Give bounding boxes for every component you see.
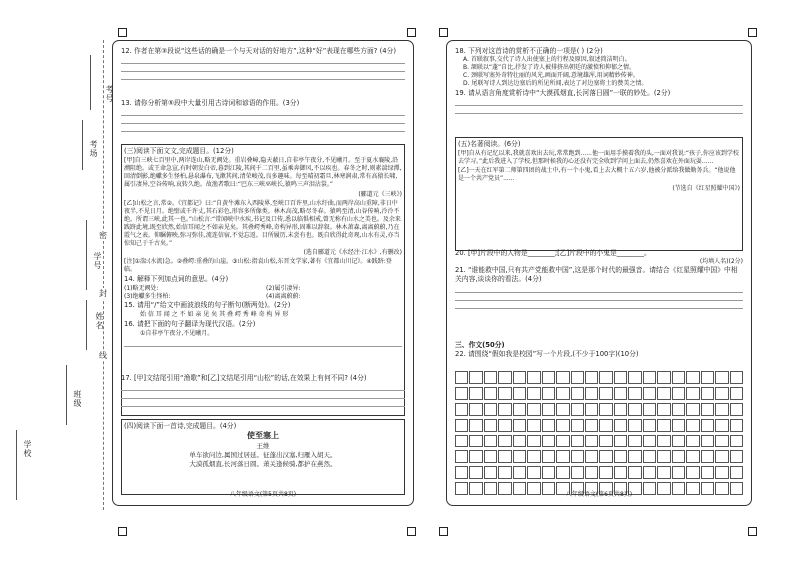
answer-line[interactable] — [121, 108, 405, 116]
essay-grid-cell[interactable] — [657, 403, 670, 416]
q18-option-a: A. 首联叙事,交代了诗人出使塞上的行程及原因,叙述简洁明白。 — [463, 56, 631, 64]
essay-grid-cell[interactable] — [513, 450, 526, 463]
essay-grid-cell[interactable] — [686, 435, 699, 448]
essay-grid-cell[interactable] — [657, 450, 670, 463]
essay-grid-cell[interactable] — [686, 450, 699, 463]
essay-grid-cell[interactable] — [672, 371, 685, 384]
essay-grid-cell[interactable] — [484, 371, 497, 384]
essay-grid-cell[interactable] — [556, 403, 569, 416]
essay-grid-cell[interactable] — [469, 435, 482, 448]
left-page — [112, 40, 414, 506]
essay-grid-cell[interactable] — [469, 403, 482, 416]
essay-grid-cell[interactable] — [701, 403, 714, 416]
registration-mark — [407, 28, 416, 37]
essay-grid-cell[interactable] — [730, 466, 743, 479]
q14-item-3: (3)绝巘多生怪柏: — [124, 292, 171, 300]
answer-line[interactable] — [121, 56, 405, 64]
essay-grid-cell[interactable] — [513, 466, 526, 479]
essay-grid-cell[interactable] — [614, 387, 627, 400]
essay-grid-cell[interactable] — [571, 403, 584, 416]
poem-title: 使至塞上 — [247, 431, 279, 441]
essay-grid-cell[interactable] — [556, 450, 569, 463]
essay-grid-cell[interactable] — [643, 403, 656, 416]
essay-grid-cell[interactable] — [628, 450, 641, 463]
essay-grid-cell[interactable] — [686, 387, 699, 400]
essay-grid-cell[interactable] — [484, 435, 497, 448]
essay-grid-cell[interactable] — [469, 419, 482, 432]
essay-grid-cell[interactable] — [657, 419, 670, 432]
registration-mark — [407, 527, 416, 536]
section-4-heading: (四)阅读下面一首诗,完成题目。(4分) — [124, 422, 237, 430]
page-footer: 八年级语文(第6页共8页) — [565, 490, 633, 498]
essay-grid-cell[interactable] — [469, 466, 482, 479]
writing-section-heading: 三、作文(50分) — [455, 341, 505, 349]
essay-grid-cell[interactable] — [643, 371, 656, 384]
question-21: 21. “谁能救中国,只有共产党能救中国”,这是那个时代的最强音。请结合《红星照耀中国》中相关内容,谈谈你的看法。(4分) — [455, 266, 738, 284]
section-3-heading: (三)阅读下面文文,完成题目。(12分) — [124, 147, 234, 155]
essay-grid-cell[interactable] — [715, 435, 728, 448]
essay-grid-cell[interactable] — [730, 419, 743, 432]
essay-grid-cell[interactable] — [701, 435, 714, 448]
essay-grid-cell[interactable] — [730, 403, 743, 416]
essay-grid-cell[interactable] — [527, 371, 540, 384]
passage-b-source: (选自郦道元《水经注·江水》,有删改) — [303, 249, 402, 257]
essay-grid-cell[interactable] — [498, 419, 511, 432]
essay-grid-cell[interactable] — [715, 403, 728, 416]
essay-grid-cell[interactable] — [455, 403, 468, 416]
essay-grid-cell[interactable] — [686, 419, 699, 432]
binding-strip — [0, 0, 112, 561]
name-line — [86, 300, 87, 350]
answer-line[interactable] — [455, 293, 743, 301]
essay-grid-cell[interactable] — [513, 419, 526, 432]
answer-line[interactable] — [455, 98, 743, 106]
question-19: 19. 请从语言角度赏析诗中“大漠孤烟直,长河落日圆”一联的妙处。(2分) — [455, 88, 671, 97]
excerpt-a: [甲]自从有记忆以来,我就喜欢出去玩,常常跑到......他一面用手摸着我的头,一面对我说:“孩子,你应该到学校去学习。”此后我进入了学校,但那时候我的心还没有完全收到学问上面去,仍然喜欢在外面玩耍...... — [458, 150, 739, 166]
essay-grid-cell[interactable] — [614, 403, 627, 416]
essay-grid-cell[interactable] — [542, 450, 555, 463]
answer-line[interactable] — [455, 285, 743, 293]
cut-mark-line: 线 — [99, 351, 107, 360]
answer-line[interactable] — [121, 391, 405, 399]
essay-grid-cell[interactable] — [701, 450, 714, 463]
essay-grid-cell[interactable] — [672, 450, 685, 463]
essay-grid-cell[interactable] — [527, 466, 540, 479]
page-footer: 八年级语文(第5页共8页) — [229, 490, 297, 498]
essay-grid-cell[interactable] — [527, 403, 540, 416]
class-label: 班级 — [73, 390, 82, 408]
question-12: 12. 作者在第③段说“这些话的确是一个与天对话的好地方”,这种“好”表现在哪些方面? (4分) — [121, 47, 397, 55]
registration-mark — [118, 28, 127, 37]
essay-grid-cell[interactable] — [701, 371, 714, 384]
essay-grid-cell[interactable] — [556, 387, 569, 400]
essay-grid-cell[interactable] — [571, 450, 584, 463]
exam-no-label: 考号 — [105, 85, 114, 103]
section-5-heading: (五)名著阅读。(6分) — [458, 140, 521, 148]
essay-grid-cell[interactable] — [701, 419, 714, 432]
essay-grid-cell[interactable] — [527, 419, 540, 432]
essay-grid-cell[interactable] — [571, 466, 584, 479]
essay-grid-cell[interactable] — [527, 435, 540, 448]
essay-grid-cell[interactable] — [643, 450, 656, 463]
essay-grid-cell[interactable] — [686, 466, 699, 479]
essay-grid-cell[interactable] — [672, 435, 685, 448]
essay-grid-cell[interactable] — [599, 435, 612, 448]
poem-line: 单车欲问边,属国过居延。征蓬出汉塞,归雁入胡天。 — [189, 450, 337, 459]
essay-grid-cell[interactable] — [599, 419, 612, 432]
essay-grid-cell[interactable] — [585, 403, 598, 416]
essay-grid-cell[interactable] — [542, 403, 555, 416]
essay-grid-cell[interactable] — [643, 419, 656, 432]
essay-grid-cell[interactable] — [657, 435, 670, 448]
essay-grid-cell[interactable] — [469, 371, 482, 384]
poem-line: 大漠孤烟直,长河落日圆。萧关逢候骑,都护在燕然。 — [189, 459, 337, 468]
essay-grid-cell[interactable] — [542, 419, 555, 432]
essay-grid-cell[interactable] — [715, 419, 728, 432]
essay-grid-cell[interactable] — [730, 387, 743, 400]
name-label: 姓名 — [95, 312, 104, 330]
school-label: 学校 — [23, 440, 32, 458]
essay-grid-cell[interactable] — [542, 371, 555, 384]
q18-option-d: D. 尾联写诗人到达边塞后的所见所闻,表达了对边塞将士的赞美之情。 — [463, 80, 648, 88]
essay-grid-cell[interactable] — [484, 466, 497, 479]
essay-grid-cell[interactable] — [672, 419, 685, 432]
question-18: 18. 下列对这首诗的赏析不正确的一项是( ) (2分) — [455, 47, 603, 55]
essay-grid-cell[interactable] — [484, 387, 497, 400]
essay-grid-cell[interactable] — [614, 466, 627, 479]
registration-mark — [748, 28, 757, 37]
answer-line[interactable] — [121, 116, 405, 124]
essay-grid-cell[interactable] — [571, 435, 584, 448]
cut-line — [103, 40, 104, 510]
question-20: 20. [甲]片段中的人物是________;[乙]片段中的小鬼是________。 — [455, 249, 651, 257]
q18-option-b: B. 颔联以“蓬”自比,抒发了诗人被排挤出朝廷的激愤和抑郁之情。 — [463, 64, 636, 72]
essay-grid-cell[interactable] — [628, 387, 641, 400]
q18-option-c: C. 颈联写塞外奇特壮丽的风光,画面开阔,意境雄浑,用词精妙传神。 — [463, 72, 639, 80]
q14-item-1: (1)略无阙处: — [124, 284, 159, 292]
essay-grid-cell[interactable] — [527, 387, 540, 400]
annotation-notes: [注]①湍:(水流)急。②叠崿:重叠的山崖。③山松:指袁山松,东晋文学家,著有《宜都山川记》。④践跻:登临。 — [124, 258, 392, 274]
essay-grid-cell[interactable] — [614, 450, 627, 463]
essay-grid-cell[interactable] — [701, 466, 714, 479]
q16-sentence: ①自非亭午夜分,不见曦月。 — [140, 330, 214, 338]
essay-grid-cell[interactable] — [513, 435, 526, 448]
answer-line[interactable] — [121, 383, 405, 391]
essay-grid-cell[interactable] — [628, 403, 641, 416]
essay-grid-cell[interactable] — [556, 419, 569, 432]
essay-grid-cell[interactable] — [599, 450, 612, 463]
registration-mark — [118, 527, 127, 536]
essay-grid-cell[interactable] — [599, 466, 612, 479]
essay-grid-cell[interactable] — [498, 435, 511, 448]
question-15: 15. 请用“/”给文中画波浪线的句子断句(断两处)。(2分) — [124, 300, 291, 309]
essay-grid-cell[interactable] — [455, 387, 468, 400]
essay-grid-cell[interactable] — [513, 403, 526, 416]
cut-mark-close: 封 — [99, 289, 107, 298]
essay-grid-cell[interactable] — [527, 450, 540, 463]
essay-grid-cell[interactable] — [585, 450, 598, 463]
essay-grid-cell[interactable] — [484, 403, 497, 416]
poem-author: 王维 — [256, 441, 270, 450]
essay-grid-cell[interactable] — [628, 419, 641, 432]
essay-grid-cell[interactable] — [614, 371, 627, 384]
essay-grid-cell[interactable] — [542, 387, 555, 400]
essay-grid-cell[interactable] — [715, 450, 728, 463]
essay-grid-cell[interactable] — [571, 387, 584, 400]
registration-mark — [748, 527, 757, 536]
question-22: 22. 请围绕“假如我是校园”写一个片段,(不少于100字)(10分) — [455, 350, 639, 359]
essay-grid-cell[interactable] — [672, 466, 685, 479]
registration-mark — [439, 28, 448, 37]
essay-grid-cell[interactable] — [643, 387, 656, 400]
essay-grid-cell[interactable] — [498, 371, 511, 384]
essay-grid-cell[interactable] — [657, 371, 670, 384]
essay-grid-cell[interactable] — [614, 435, 627, 448]
q14-item-4: (4)离离蔚蔚: — [266, 292, 301, 300]
essay-grid[interactable] — [455, 371, 743, 495]
excerpt-b: [乙]一天在红军第二师第四团的战士中,有一个小鬼,看上去大概十五六岁,他被分派给我做勤务兵。“他说他是一个共产党员”...... — [458, 167, 736, 183]
essay-grid-cell[interactable] — [556, 371, 569, 384]
essay-grid-cell[interactable] — [585, 371, 598, 384]
q14-item-2: (2)属引凄异: — [266, 284, 301, 292]
essay-grid-cell[interactable] — [498, 450, 511, 463]
essay-grid-cell[interactable] — [498, 403, 511, 416]
school-line — [16, 430, 17, 500]
answer-line[interactable] — [124, 339, 402, 347]
essay-grid-cell[interactable] — [715, 387, 728, 400]
excerpt-source: (节选自《红星照耀中国》) — [672, 184, 740, 192]
essay-grid-cell[interactable] — [585, 419, 598, 432]
essay-grid-cell[interactable] — [730, 371, 743, 384]
passage-a: [甲]自三峡七百里中,两岸连山,略无阙处。重岩叠嶂,隐天蔽日,自非亭午夜分,不见曦月。至于夏水襄陵,沿溯阻绝。或王命急宣,有时朝发白帝,暮到江陵,其间千二百里,虽乘奔御风,不以疾也。春冬之时,则素湍绿潭,回清倒影,绝巘多生怪柏,悬泉瀑布,飞漱其间,清荣峻茂,良多趣味。每至晴初霜旦,林寒涧肃,常有高猿长啸,属引凄异,空谷传响,哀转久绝。故渔者歌曰:“巴东三峡巫峡长,猿鸣三声泪沾裳。” — [124, 157, 402, 189]
essay-grid-cell[interactable] — [455, 450, 468, 463]
essay-grid-cell[interactable] — [571, 419, 584, 432]
essay-grid-cell[interactable] — [599, 387, 612, 400]
essay-grid-cell[interactable] — [686, 403, 699, 416]
essay-grid-cell[interactable] — [556, 466, 569, 479]
essay-grid-cell[interactable] — [715, 466, 728, 479]
essay-grid-cell[interactable] — [469, 450, 482, 463]
essay-grid-cell[interactable] — [730, 435, 743, 448]
q15-sentence: 始 信 耳 闻 之 不 如 亲 见 矣 其 叠 崿 秀 峰 奇 构 异 形 — [140, 311, 289, 319]
exam-no-line — [90, 55, 91, 110]
essay-grid-cell[interactable] — [455, 435, 468, 448]
question-17: 17. [甲]文结尾引用“渔歌”和[乙]文结尾引用“山松”的话,在效果上有何不同? (4分) — [121, 374, 367, 382]
seat-no-label: 学号 — [93, 252, 102, 270]
essay-grid-cell[interactable] — [614, 419, 627, 432]
essay-grid-cell[interactable] — [672, 403, 685, 416]
passage-a-source: (郦道元《三峡》) — [358, 190, 402, 198]
answer-line[interactable] — [455, 106, 743, 114]
essay-grid-cell[interactable] — [628, 371, 641, 384]
essay-grid-cell[interactable] — [643, 466, 656, 479]
essay-grid-cell[interactable] — [643, 435, 656, 448]
seat-no-line — [86, 220, 87, 290]
essay-grid-cell[interactable] — [484, 419, 497, 432]
essay-grid-cell[interactable] — [686, 371, 699, 384]
essay-grid-cell[interactable] — [542, 435, 555, 448]
question-16: 16. 请把下面的句子翻译为现代汉语。(2分) — [124, 320, 256, 329]
essay-grid-cell[interactable] — [571, 371, 584, 384]
answer-line[interactable] — [121, 399, 405, 407]
answer-line[interactable] — [455, 301, 743, 309]
answer-line[interactable] — [121, 72, 405, 80]
exam-room-label: 考场 — [89, 140, 98, 158]
class-line — [66, 365, 67, 425]
question-14: 14. 解释下列加点词的意思。(4分) — [124, 275, 229, 284]
question-13: 13. 请你分析第⑤段中大量引用古诗词和谚语的作用。(3分) — [121, 99, 300, 107]
essay-grid-cell[interactable] — [657, 466, 670, 479]
essay-grid-cell[interactable] — [701, 387, 714, 400]
essay-grid-cell[interactable] — [513, 371, 526, 384]
essay-grid-cell[interactable] — [628, 435, 641, 448]
essay-grid-cell[interactable] — [455, 419, 468, 432]
essay-grid-cell[interactable] — [730, 450, 743, 463]
essay-grid-cell[interactable] — [498, 387, 511, 400]
essay-grid-cell[interactable] — [455, 371, 468, 384]
registration-mark — [439, 527, 448, 536]
essay-grid-cell[interactable] — [599, 403, 612, 416]
answer-line[interactable] — [121, 64, 405, 72]
essay-grid-cell[interactable] — [498, 466, 511, 479]
essay-grid-cell[interactable] — [585, 466, 598, 479]
right-page — [446, 40, 752, 506]
essay-grid-cell[interactable] — [672, 387, 685, 400]
essay-grid-cell[interactable] — [455, 466, 468, 479]
passage-b: [乙]山松之言,常②。《宜都记》曰:“自黄牛滩东入西陵界,至峡口百许里,山水纡曲,而两岸高山重障,非日中夜半,不见日月。绝壁或千许丈,其石彩色,形容多所像类。林木高茂,略尽冬春。猿鸣至清,山谷传响,泠泠不绝。所谓三峡,此其一也。”山松言:“常闻峡中水疾,书记及口传,悉以临惧相戒,曾无称有山水之美也。及余来践跻此境,既至欣然,始信耳闻之不如亲见矣。其叠崿秀峰,奇构异形,固难以辞叙。林木萧森,离离蔚蔚,乃在霞气之表。仰瞩俯映,弥习弥佳,流连信宿,不觉忘返。目所履历,未尝有也。既自欣得此奇观,山水有灵,亦当惊知己于千古矣。” — [124, 199, 401, 248]
answer-line[interactable] — [121, 124, 405, 132]
essay-grid-cell[interactable] — [585, 435, 598, 448]
essay-grid-cell[interactable] — [513, 387, 526, 400]
exam-room-line — [82, 120, 83, 170]
essay-grid-cell[interactable] — [469, 387, 482, 400]
essay-grid-cell[interactable] — [599, 371, 612, 384]
essay-grid-cell[interactable] — [585, 387, 598, 400]
essay-grid-cell[interactable] — [556, 435, 569, 448]
essay-grid-cell[interactable] — [657, 387, 670, 400]
essay-grid-cell[interactable] — [484, 450, 497, 463]
essay-grid-cell[interactable] — [628, 466, 641, 479]
essay-grid-cell[interactable] — [542, 466, 555, 479]
cut-mark-seal: 密 — [99, 231, 107, 240]
essay-grid-cell[interactable] — [715, 371, 728, 384]
q20-note: (均填人名)(2分) — [699, 258, 743, 266]
